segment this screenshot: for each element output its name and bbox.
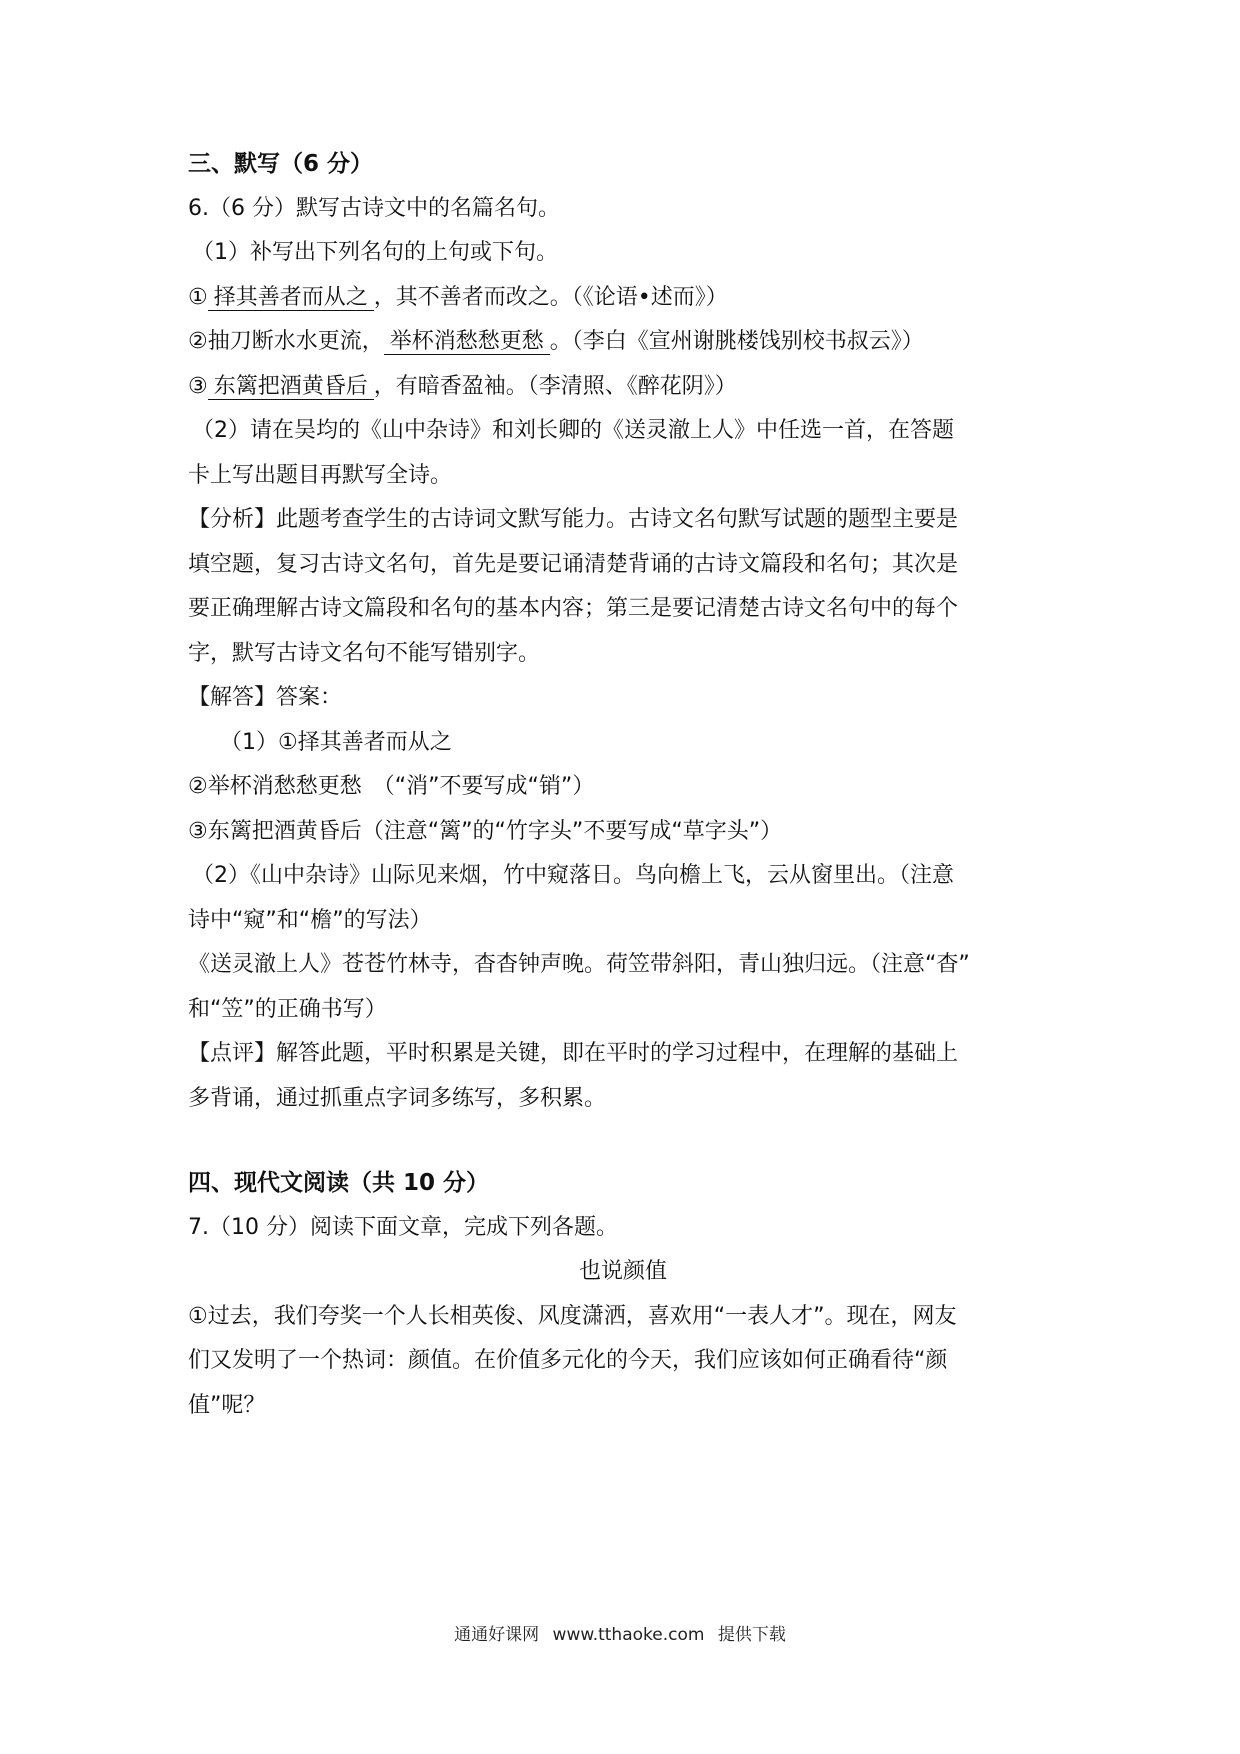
section-spacer bbox=[188, 1129, 1058, 1169]
article-title: 也说颜值 bbox=[578, 1259, 667, 1284]
question-6-part-1-stem: （1）补写出下列名句的上句或下句。 bbox=[192, 240, 558, 265]
article-paragraph-line: 值”呢？ bbox=[188, 1392, 266, 1418]
article-paragraph-line: ①过去，我们夸奖一个人长相英俊、风度潇洒，喜欢用“一表人才”。现在，网友 bbox=[188, 1303, 957, 1329]
answer-poem-2-line: 和“笠”的正确书写） bbox=[188, 996, 387, 1022]
fill-item-2 bbox=[188, 328, 1058, 356]
footer-site-name: 通通好课网 bbox=[454, 1625, 540, 1645]
comment-line: 多背诵，通过抓重点字词多练写，多积累。 bbox=[188, 1085, 607, 1111]
section-3-heading: 三、默写（6 分） bbox=[188, 151, 374, 177]
page-footer bbox=[0, 1620, 1240, 1645]
fill-item-3-suffix: ，有暗香盈袖。（李清照、《醉花阴》） bbox=[373, 373, 737, 399]
answer-poem-1-line: 诗中“窥”和“檐”的写法） bbox=[188, 907, 432, 933]
question-6-stem: 6.（6 分）默写古诗文中的名篇名句。 bbox=[188, 195, 560, 221]
fill-item-2-suffix: 。（李白《宣州谢朓楼饯别校书叔云》） bbox=[549, 329, 924, 354]
analysis-line: 【分析】此题考查学生的古诗词文默写能力。古诗文名句默写试题的题型主要是 bbox=[188, 507, 959, 532]
answer-line-3: ③东篱把酒黄昏后（注意“篱”的“竹字头”不要写成“草字头”） bbox=[188, 818, 783, 844]
fill-item-3-prefix: ③ bbox=[188, 373, 208, 399]
fill-item-2-answer: 举杯消愁愁更愁 bbox=[384, 330, 550, 355]
question-7-stem: 7.（10 分）阅读下面文章，完成下列各题。 bbox=[188, 1214, 618, 1240]
fill-item-3 bbox=[188, 373, 1058, 401]
question-6-part-2-line: 卡上写出题目再默写全诗。 bbox=[188, 462, 453, 488]
fill-item-1-answer: 择其善者而从之 bbox=[208, 286, 374, 311]
answer-line-2: ②举杯消愁愁更愁 （“消”不要写成“销”） bbox=[188, 774, 595, 799]
comment-line: 【点评】解答此题，平时积累是关键，即在平时的学习过程中，在理解的基础上 bbox=[188, 1041, 959, 1066]
fill-item-1 bbox=[188, 284, 1058, 312]
answer-line-1: （1）①择其善者而从之 bbox=[220, 729, 452, 755]
analysis-line: 填空题，复习古诗文名句，首先是要记诵清楚背诵的古诗文篇段和名句；其次是 bbox=[188, 551, 959, 577]
section-4-heading: 四、现代文阅读（共 10 分） bbox=[188, 1170, 490, 1196]
fill-item-1-prefix: ① bbox=[188, 284, 208, 310]
question-6-part-2-line: （2）请在吴均的《山中杂诗》和刘长卿的《送灵澈上人》中任选一首，在答题 bbox=[192, 418, 954, 443]
fill-item-1-suffix: ，其不善者而改之。（《论语•述而》） bbox=[373, 284, 728, 310]
analysis-line: 要正确理解古诗文篇段和名句的基本内容；第三是要记清楚古诗文名句中的每个 bbox=[188, 596, 959, 621]
answer-poem-2-line: 《送灵澈上人》苍苍竹林寺，杳杳钟声晚。荷笠带斜阳，青山独归远。（注意“杳” bbox=[188, 952, 970, 977]
footer-url: www.tthaoke.com bbox=[552, 1625, 705, 1645]
answer-label: 【解答】答案： bbox=[188, 685, 343, 710]
analysis-line: 字，默写古诗文名句不能写错别字。 bbox=[188, 640, 541, 666]
fill-item-2-prefix: ②抽刀断水水更流， bbox=[188, 329, 384, 354]
document-page bbox=[188, 150, 1058, 1436]
footer-tail: 提供下载 bbox=[717, 1625, 786, 1645]
answer-poem-1-line: （2）《山中杂诗》山际见来烟，竹中窥落日。鸟向檐上飞，云从窗里出。（注意 bbox=[192, 863, 954, 888]
fill-item-3-answer: 东篱把酒黄昏后 bbox=[208, 375, 374, 400]
article-paragraph-line: 们又发明了一个热词：颜值。在价值多元化的今天，我们应该如何正确看待“颜 bbox=[188, 1348, 948, 1373]
